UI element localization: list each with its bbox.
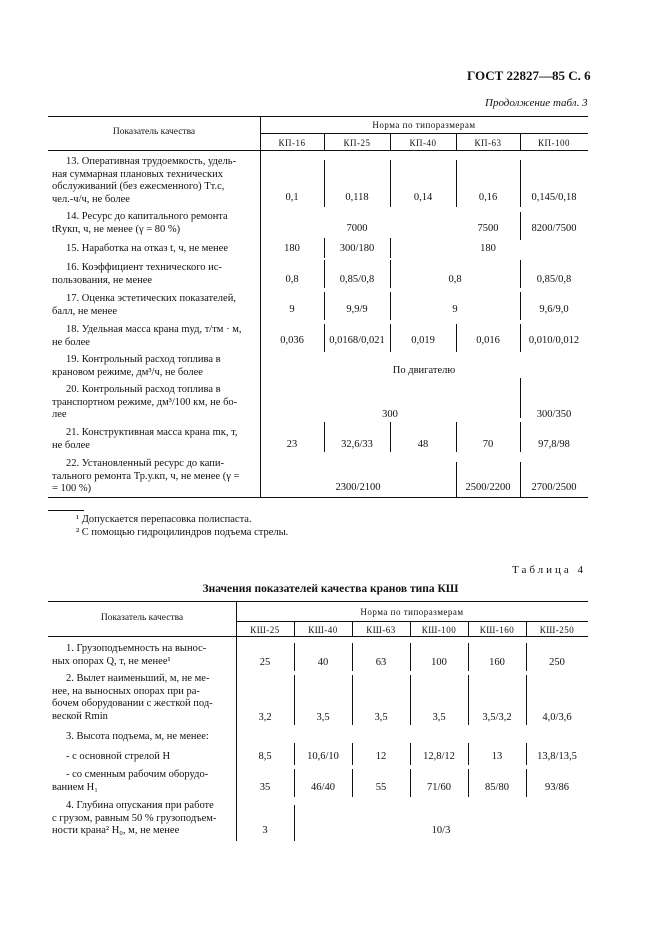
t3-r21-v1: 23	[286, 439, 298, 450]
t3-r17-v4: 9,6/9,0	[539, 304, 569, 315]
t3-r17-v2: 9,9/9	[346, 304, 368, 315]
t4-r4-v2: 10/3	[431, 825, 451, 836]
t3-row19-text: 19. Контрольный расход топлива в крановом режиме, дм³/ч, не более	[52, 354, 221, 378]
t3-r18-v2: 0,0168/0,021	[329, 335, 385, 346]
t4-row3b-text: - со сменным рабочим оборудо- ванием Н₁	[52, 769, 209, 793]
t4-r2-v1: 3,2	[258, 712, 272, 723]
t3-r13-v4: 0,16	[478, 192, 498, 203]
footnote-2: ² С помощью гидроцилиндров подъема стрелы.	[76, 527, 289, 538]
t3-row14-text: 14. Ресурс до капитального ремонта tRукп, ч, не менее (γ = 80 %)	[52, 211, 228, 235]
t3-r13-v1: 0,1	[285, 192, 299, 203]
t3-r14-v2: 7500	[477, 223, 499, 234]
t4-r3a-v1: 8,5	[258, 751, 272, 762]
t4-r1-v2: 40	[317, 657, 329, 668]
t4-col-ksh40: КШ-40	[308, 625, 338, 635]
t4-r3a-v5: 13	[491, 751, 503, 762]
t3-row15-text: 15. Наработка на отказ t, ч, не менее	[66, 243, 229, 254]
t3-r13-v3: 0,14	[413, 192, 433, 203]
t4-col-ksh250: КШ-250	[539, 625, 575, 635]
t3-row21-text: 21. Конструктивная масса крана mк, т, не более	[52, 427, 238, 451]
t4-r3b-v2: 46/40	[311, 782, 335, 793]
t3-r21-v5: 97,8/98	[538, 439, 570, 450]
table-4-title: Значения показателей качества кранов типа КШ	[202, 583, 459, 595]
t3-col-param-header: Показатель качества	[112, 127, 196, 137]
t3-row20-text: 20. Контрольный расход топлива в транспортном режиме, дм³/100 км, не бо- лее	[52, 384, 238, 420]
t4-col-ksh160: КШ-160	[479, 625, 515, 635]
t4-r1-v5: 160	[489, 657, 505, 668]
t3-r22-v3: 2700/2500	[531, 482, 577, 493]
t3-col-kp63: КП-63	[474, 138, 502, 148]
t3-r16-v4: 0,85/0,8	[536, 274, 572, 285]
table-4-label: Таблица 4	[512, 564, 587, 576]
t4-row3-text: 3. Высота подъема, м, не менее:	[66, 731, 209, 742]
t4-row2-text: 2. Вылет наименьший, м, не ме- нее, на выносных опорах при ра- бочем оборудовании с жесткой под- веской Rmin	[52, 673, 213, 722]
t3-r14-v3: 8200/7500	[531, 223, 577, 234]
table-4	[48, 601, 588, 841]
t3-group-header: Норма по типоразмерам	[372, 120, 476, 130]
t3-col-kp25: КП-25	[343, 138, 371, 148]
t3-row22-text: 22. Установленный ресурс до капи- тального ремонта Тр.у.кп, ч, не менее (γ = = 100 %)	[52, 458, 240, 494]
t3-row18-text: 18. Удельная масса крана mуд, т/тм · м, не более	[52, 324, 242, 348]
t4-r1-v1: 25	[259, 657, 271, 668]
t3-r19-v1: По двигателю	[392, 365, 456, 376]
t3-col-kp100: КП-100	[538, 138, 570, 148]
t4-r2-v4: 3,5	[432, 712, 446, 723]
t4-r3b-v5: 85/80	[485, 782, 509, 793]
t3-r14-v1: 7000	[346, 223, 368, 234]
t3-r18-v3: 0,019	[411, 335, 435, 346]
t4-r2-v5: 3,5/3,2	[482, 712, 512, 723]
t3-r17-v3: 9	[452, 304, 458, 315]
t3-row17-text: 17. Оценка эстетических показателей, балл, не менее	[52, 293, 236, 317]
t3-row13-text: 13. Оперативная трудоемкость, удель- ная суммарная плановых технических обслуживаний (без ежесменного) Тт.с, чел.-ч/ч, не более	[52, 156, 237, 205]
t4-r2-v2: 3,5	[316, 712, 330, 723]
t3-row16-text: 16. Коэффициент технического ис- пользования, не менее	[52, 262, 222, 286]
t3-r20-v1: 300	[382, 409, 398, 420]
t4-col-ksh25: КШ-25	[250, 625, 280, 635]
t3-r18-v4: 0,016	[476, 335, 500, 346]
table-continuation-label: Продолжение табл. 3	[485, 97, 588, 109]
t3-r16-v2: 0,85/0,8	[339, 274, 375, 285]
t3-r18-v1: 0,036	[280, 335, 304, 346]
t3-r22-v1: 2300/2100	[335, 482, 381, 493]
t3-r16-v3: 0,8	[448, 274, 462, 285]
t4-r3a-v6: 13,8/13,5	[537, 751, 577, 762]
t4-r3b-v6: 93/86	[545, 782, 569, 793]
t4-r1-v4: 100	[431, 657, 447, 668]
t3-r16-v1: 0,8	[285, 274, 299, 285]
t3-col-kp16: КП-16	[278, 138, 306, 148]
footnote-1: ¹ Допускается перепасовка полиспаста.	[76, 514, 252, 525]
t3-col-kp40: КП-40	[409, 138, 437, 148]
t3-r15-v2: 300/180	[339, 243, 375, 254]
t3-r21-v2: 32,6/33	[341, 439, 373, 450]
t4-r3a-v3: 12	[375, 751, 387, 762]
t3-r15-v1: 180	[284, 243, 300, 254]
t4-r1-v3: 63	[375, 657, 387, 668]
t3-r13-v2: 0,118	[345, 192, 369, 203]
t3-r17-v1: 9	[289, 304, 295, 315]
t3-r15-v3: 180	[480, 243, 496, 254]
table-3	[48, 116, 588, 498]
t4-col-ksh100: КШ-100	[421, 625, 457, 635]
t4-group-header: Норма по типоразмерам	[360, 607, 464, 617]
t4-r3a-v2: 10,6/10	[307, 751, 339, 762]
t4-r4-v1: 3	[262, 825, 268, 836]
t3-r21-v4: 70	[482, 439, 494, 450]
t4-row1-text: 1. Грузоподъемность на вынос- ных опорах Q, т, не менее¹	[52, 643, 207, 667]
t4-row4-text: 4. Глубина опускания при работе с грузом, равным 50 % грузоподъем- ности крана² Н₀, м, не менее	[52, 800, 217, 836]
t4-col-param-header: Показатель качества	[100, 613, 184, 623]
footnote-rule	[48, 510, 84, 511]
page-header: ГОСТ 22827—85 С. 6	[467, 68, 591, 83]
t4-r2-v6: 4,0/3,6	[542, 712, 572, 723]
t4-r1-v6: 250	[549, 657, 565, 668]
t4-r3b-v3: 55	[375, 782, 387, 793]
t4-r3a-v4: 12,8/12	[423, 751, 455, 762]
t3-r13-v5: 0,145/0,18	[531, 192, 577, 203]
t4-r2-v3: 3,5	[374, 712, 388, 723]
t3-r22-v2: 2500/2200	[465, 482, 511, 493]
t3-r20-v2: 300/350	[536, 409, 572, 420]
t4-col-ksh63: КШ-63	[366, 625, 396, 635]
t4-r3b-v4: 71/60	[427, 782, 451, 793]
t4-row3a-text: - с основной стрелой Н	[66, 751, 171, 762]
t3-r18-v5: 0,010/0,012	[528, 335, 580, 346]
t3-r21-v3: 48	[417, 439, 429, 450]
t4-r3b-v1: 35	[259, 782, 271, 793]
